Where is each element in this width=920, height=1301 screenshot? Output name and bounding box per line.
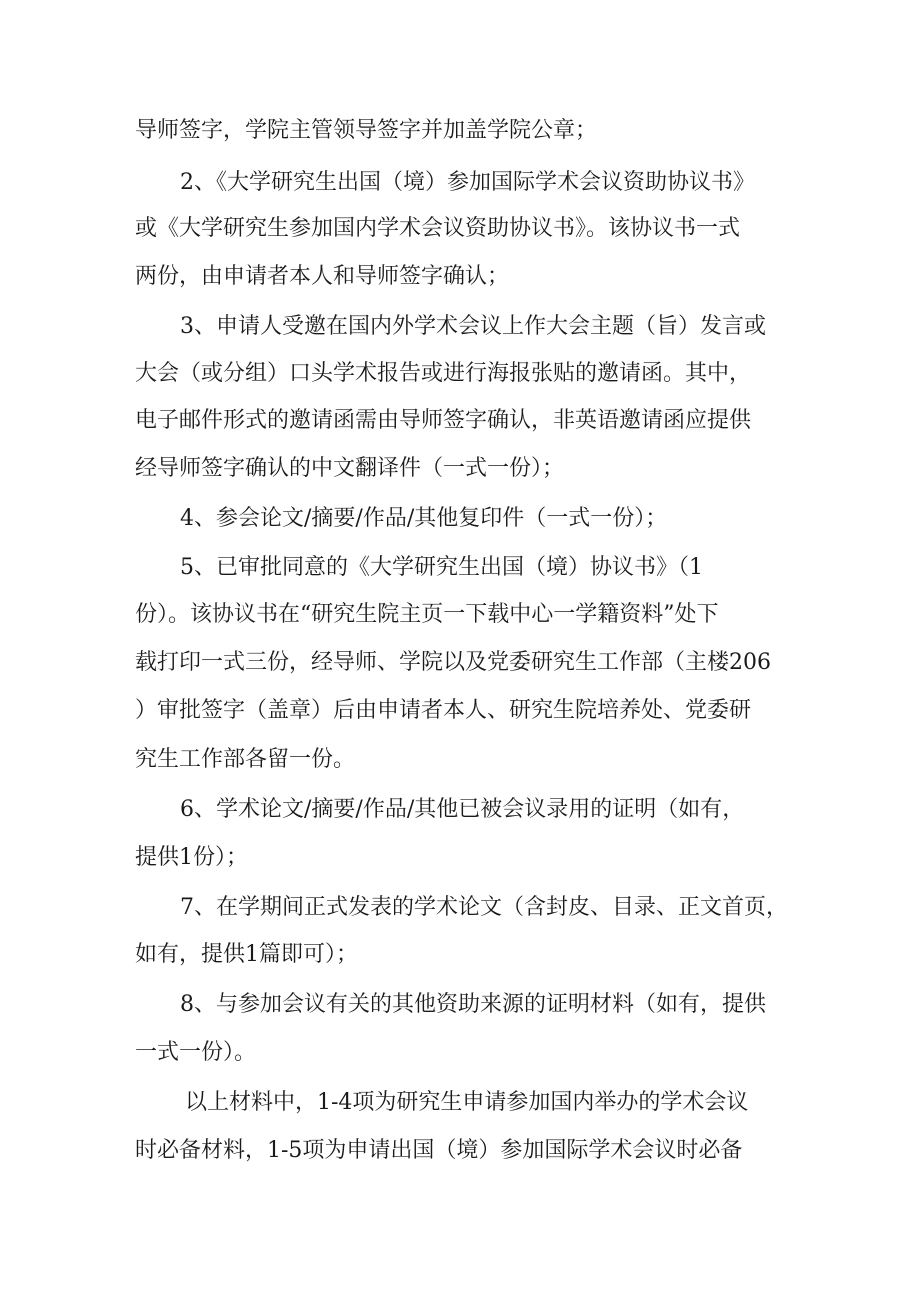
text-line: 一式一份）。 [135,1040,257,1065]
text-line: 6、学术论文/摘要/作品/其他已被会议录用的证明（如有， [180,797,745,822]
text-line: 3、申请人受邀在国内外学术会议上作大会主题（旨）发言或 [180,314,766,339]
text-line: 如有，提供1篇即可）； [135,942,358,967]
text-line: 7、在学期间正式发表的学术论文（含封皮、目录、正文首页， [180,895,788,920]
text-line: 经导师签字确认的中文翻译件（一式一份）； [135,456,565,481]
text-line: 4、参会论文/摘要/作品/其他复印件（一式一份）； [180,506,668,531]
text-line: 8、与参加会议有关的其他资助来源的证明材料（如有，提供 [180,992,766,1017]
text-line: 电子邮件形式的邀请函需由导师签字确认，非英语邀请函应提供 [135,408,752,433]
text-line: 5、已审批同意的《大学研究生出国（境）协议书》（1 [180,555,703,580]
text-line: 导师签字，学院主管领导签字并加盖学院公章； [135,118,598,143]
text-line: 时必备材料，1-5项为申请出国（境）参加国际学术会议时必备 [135,1138,743,1163]
text-line: 提供1份）； [135,845,248,870]
text-line: 或《大学研究生参加国内学术会议资助协议书》。该协议书一式 [135,216,741,241]
text-line: 大会（或分组）口头学术报告或进行海报张贴的邀请函。其中， [135,361,752,386]
text-line: 究生工作部各留一份。 [135,747,356,772]
text-line: ）审批签字（盖章）后由申请者本人、研究生院培养处、党委研 [135,698,752,723]
text-line: 载打印一式三份，经导师、学院以及党委研究生工作部（主楼206 [135,650,771,675]
text-line: 份）。该协议书在“研究生院主页一下载中心一学籍资料”处下 [135,602,719,627]
text-line: 2、《大学研究生出国（境）参加国际学术会议资助协议书》 [180,170,755,195]
text-line: 以上材料中，1-4项为研究生申请参加国内举办的学术会议 [185,1090,749,1115]
text-line: 两份，由申请者本人和导师签字确认； [135,264,510,289]
